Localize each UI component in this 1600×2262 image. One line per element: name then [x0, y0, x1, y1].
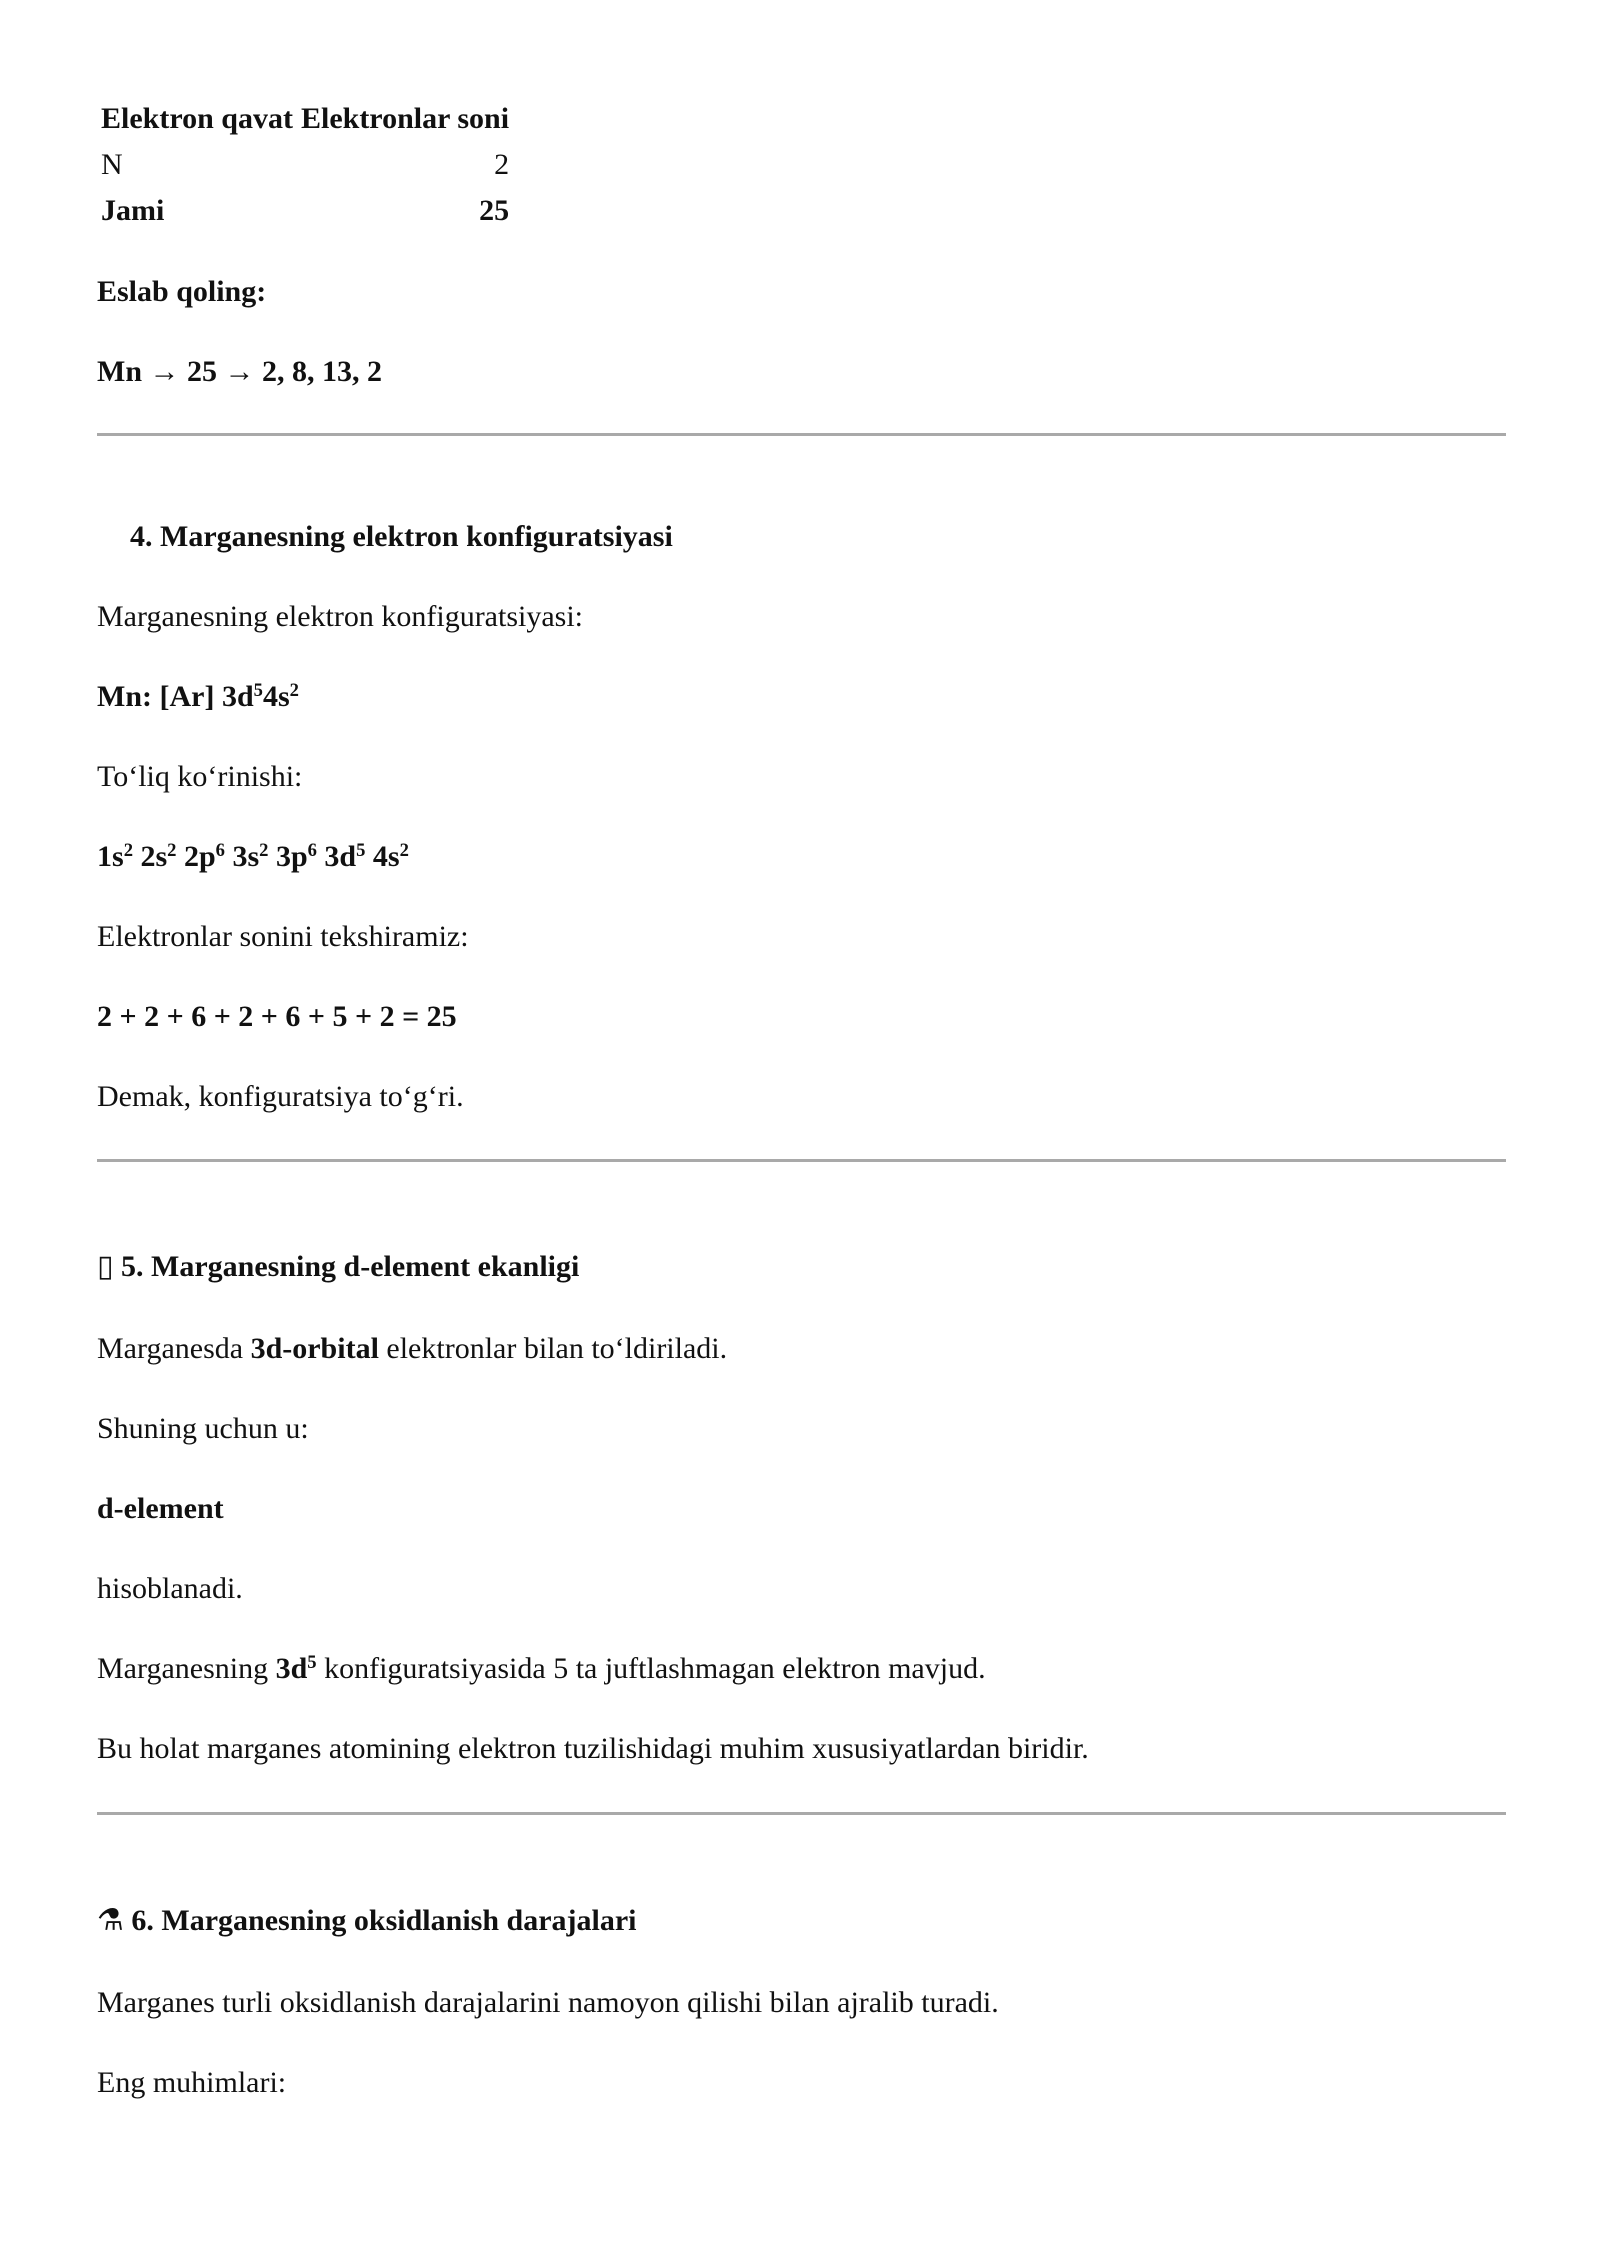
- full-config-label: To‘liq ko‘rinishi:: [97, 760, 303, 793]
- section-6-p1: Marganes turli oksidlanish darajalarini namoyon qilishi bilan ajralib turadi.: [97, 1986, 999, 2019]
- remember-formula: Mn → 25 → 2, 8, 13, 2: [97, 355, 382, 388]
- column-header-layer: Elektron qavat: [101, 102, 293, 135]
- short-config-prefix: Mn: [Ar] 3d: [97, 680, 254, 713]
- section-5-p6: Bu holat marganes atomining elektron tuzilishidagi muhim xususiyatlardan biridir.: [97, 1732, 1089, 1765]
- orbital-term: $3p^6$: [275, 839, 317, 873]
- count-cell: 2: [494, 148, 510, 181]
- section-5-heading: [97, 1249, 579, 1285]
- full-configuration: [97, 839, 409, 875]
- divider: [97, 433, 1506, 436]
- orbital-term: $1s^2$: [97, 839, 133, 873]
- section-5-p5: Marganesning $3d^5$ konfiguratsiyasida 5 ta juftlashmagan elektron mavjud.: [97, 1651, 986, 1685]
- section-4-conclusion: Demak, konfiguratsiya to‘g‘ri.: [97, 1080, 464, 1113]
- section-4-intro: Marganesning elektron konfiguratsiyasi:: [97, 600, 584, 633]
- section-5-p2: Shuning uchun u:: [97, 1412, 309, 1445]
- electron-layer-table: [97, 96, 513, 234]
- check-label: Elektronlar sonini tekshiramiz:: [97, 920, 469, 953]
- section-6-heading-text: 6. Marganesning oksidlanish darajalari: [131, 1904, 637, 1937]
- orbital-term: $4s^2$: [372, 839, 409, 873]
- orbital-term: $3s^2$: [232, 839, 269, 873]
- electron-sum: 2 + 2 + 6 + 2 + 6 + 5 + 2 = 25: [97, 1000, 457, 1033]
- flask-icon: ⚗: [97, 1903, 124, 1938]
- divider: [97, 1159, 1506, 1162]
- section-5-p1: Marganesda 3d-orbital elektronlar bilan to‘ldiriladi.: [97, 1332, 728, 1365]
- divider: [97, 1812, 1506, 1815]
- column-header-count: Elektronlar soni: [300, 102, 510, 135]
- short-configuration: [97, 679, 299, 715]
- d-element-label: d-element: [97, 1492, 224, 1525]
- orbital-term: $2p^6$: [183, 839, 225, 873]
- remember-label: Eslab qoling:: [97, 275, 267, 308]
- section-5-p4: hisoblanadi.: [97, 1572, 243, 1605]
- layer-cell: N: [101, 148, 123, 181]
- orbital-term: $3d^5$: [324, 839, 366, 873]
- section-4-heading: 4. Marganesning elektron konfiguratsiyasi: [130, 520, 673, 553]
- short-config-sup-2: 2: [289, 679, 299, 701]
- section-5-heading-text: 5. Marganesning d-element ekanligi: [121, 1250, 580, 1283]
- config-highlight: $3d^5$: [275, 1651, 317, 1685]
- table-header-row: [97, 96, 513, 142]
- short-config-mid: 4s: [262, 680, 290, 713]
- orbital-highlight: 3d-orbital: [250, 1332, 379, 1365]
- short-config-sup-1: 5: [253, 679, 263, 701]
- orbital-term: $2s^2$: [140, 839, 177, 873]
- total-label: Jami: [101, 194, 165, 227]
- table-total-row: [97, 188, 513, 234]
- section-6-heading: [97, 1903, 636, 1939]
- total-value: 25: [479, 194, 510, 227]
- missing-glyph-icon: ▯: [97, 1250, 114, 1283]
- table-row: [97, 142, 513, 188]
- section-6-p2: Eng muhimlari:: [97, 2066, 287, 2099]
